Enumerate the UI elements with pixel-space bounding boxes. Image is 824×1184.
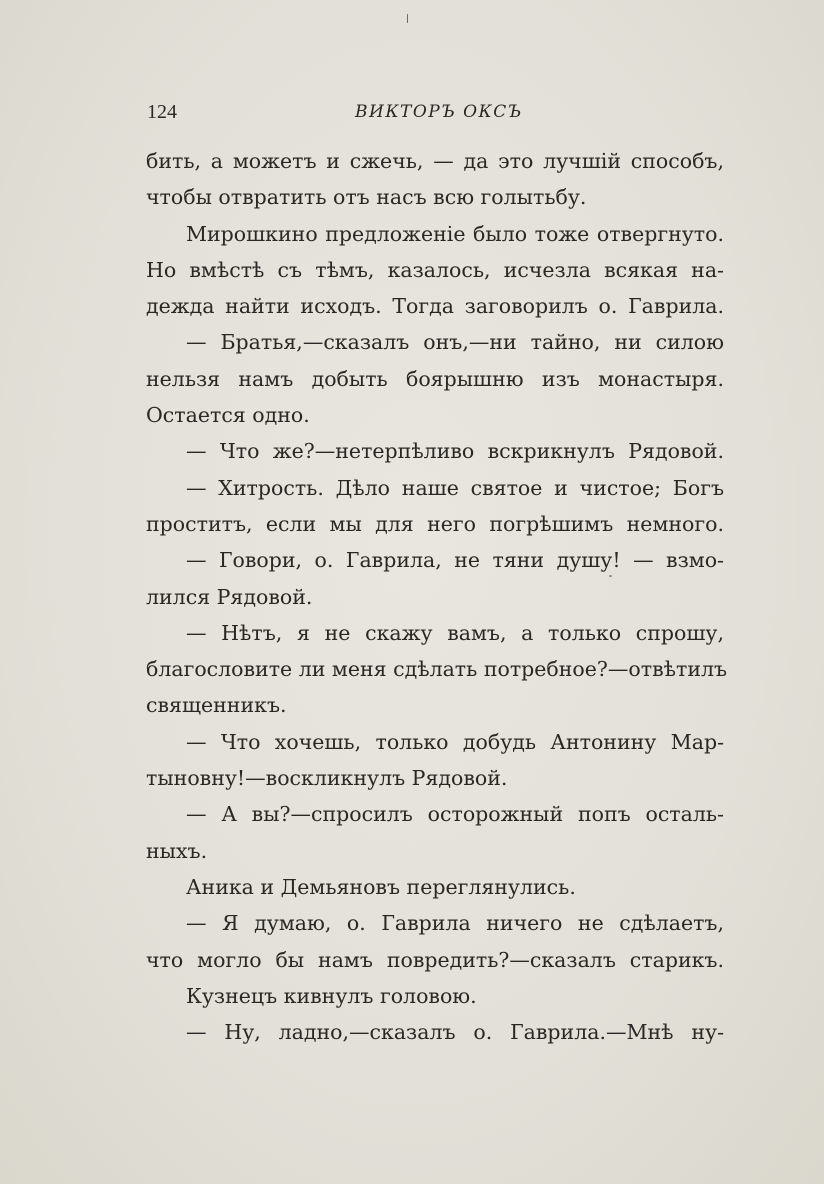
text-line: — Хитрость. Дѣло наше святое и чистое; Богъ [186, 475, 724, 500]
text-line: священникъ. [146, 693, 287, 718]
ink-speck [407, 14, 408, 23]
text-line: — Что хочешь, только добудь Антонину Мар- [186, 729, 724, 754]
text-line: — А вы?—спросилъ осторожный попъ осталь- [186, 802, 724, 827]
text-line: Остается одно. [146, 403, 310, 428]
text-line: — Что же?—нетерпѣливо вскрикнулъ Рядовой. [186, 439, 724, 464]
text-line: лился Рядовой. [146, 584, 313, 609]
text-line: тыновну!—воскликнулъ Рядовой. [146, 766, 508, 791]
text-line: — Ну, ладно,—сказалъ о. Гаврила.—Мнѣ ну- [186, 1020, 724, 1045]
page-number: 124 [147, 101, 177, 123]
text-line: Кузнецъ кивнулъ головою. [186, 983, 477, 1008]
text-line: Аника и Демьяновъ переглянулись. [186, 874, 576, 899]
text-line: Но вмѣстѣ съ тѣмъ, казалось, исчезла всякая на- [146, 257, 724, 282]
text-line: чтобы отвратить отъ насъ всю голытьбу. [146, 185, 587, 210]
text-line: ныхъ. [146, 838, 208, 863]
page-header [147, 101, 723, 129]
body-text [146, 143, 728, 1050]
text-line: дежда найти исходъ. Тогда заговорилъ о. Гаврила. [146, 294, 724, 319]
text-line: что могло бы намъ повредить?—сказалъ старикъ. [146, 947, 724, 972]
text-line: — Я думаю, о. Гаврила ничего не сдѣлаетъ, [186, 911, 724, 936]
text-line: нельзя намъ добыть боярышню изъ монастыря. [146, 366, 724, 391]
text-line: Мирошкино предложеніе было тоже отвергнуто. [186, 221, 724, 246]
running-title: ВИКТОРЪ ОКСЪ [355, 102, 523, 122]
text-line: — Нѣтъ, я не скажу вамъ, а только спрошу, [186, 620, 724, 645]
text-line: — Говори, о. Гаврила, не тяни душу! — взмо- [186, 548, 724, 573]
text-line: — Братья,—сказалъ онъ,—ни тайно, ни силою [186, 330, 724, 355]
text-line: благословите ли меня сдѣлать потребное?—отвѣтилъ [146, 657, 728, 682]
text-line: проститъ, если мы для него погрѣшимъ немного. [146, 511, 724, 536]
text-line: бить, а можетъ и сжечь, — да это лучшій способъ, [146, 149, 724, 173]
